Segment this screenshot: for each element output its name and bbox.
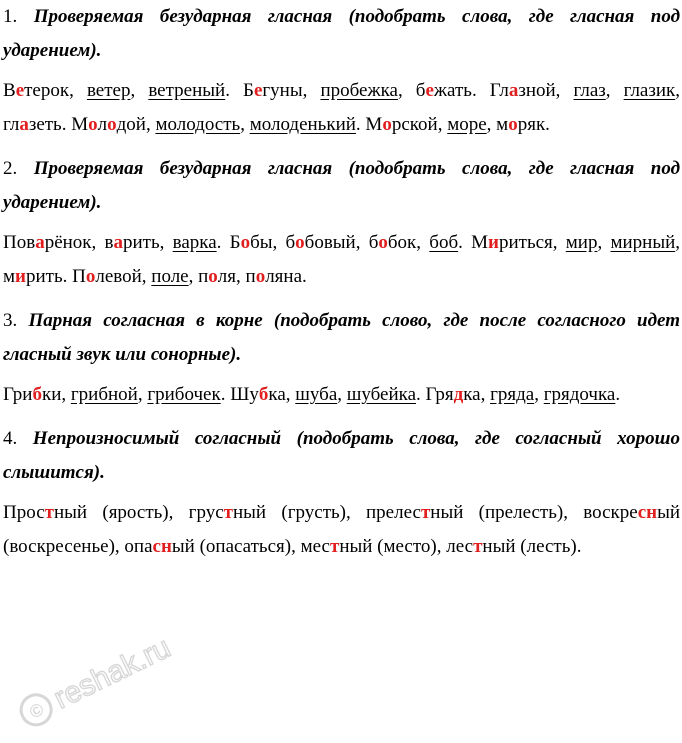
text-fragment: ный (ярость), грус xyxy=(53,502,224,523)
section-1 xyxy=(3,0,680,142)
text-fragment: Пов xyxy=(3,232,36,253)
text-fragment: бок, xyxy=(387,232,430,253)
section-4 xyxy=(3,422,680,564)
highlighted-letter: д xyxy=(453,384,464,405)
highlighted-letter: е xyxy=(253,80,263,101)
document-page xyxy=(3,0,680,574)
text-fragment: , xyxy=(337,384,347,405)
text-fragment: рской, xyxy=(391,114,448,135)
text-fragment: ряк. xyxy=(517,114,550,135)
watermark-circle xyxy=(16,690,56,730)
text-fragment: , xyxy=(534,384,544,405)
text-fragment: , xyxy=(130,80,149,101)
text-fragment: ный (прелесть), воскре xyxy=(430,502,638,523)
highlighted-letter: о xyxy=(378,232,388,253)
text-fragment: В xyxy=(3,80,16,101)
text-fragment: гуны, xyxy=(262,80,321,101)
text-fragment: л xyxy=(97,114,108,135)
text-fragment: зеть. М xyxy=(28,114,89,135)
highlighted-letter: о xyxy=(295,232,305,253)
check-word: море xyxy=(447,114,487,135)
check-word: поле xyxy=(151,266,189,287)
text-fragment: ный (лесть). xyxy=(482,536,582,557)
text-fragment: . xyxy=(615,384,621,405)
watermark-text: reshak.ru xyxy=(48,630,176,716)
highlighted-letter: а xyxy=(113,232,123,253)
highlighted-letter: о xyxy=(88,114,98,135)
text-fragment: ки, xyxy=(41,384,71,405)
highlighted-letter: т xyxy=(44,502,54,523)
section-heading xyxy=(3,304,680,372)
highlighted-letter: т xyxy=(329,536,340,557)
check-word: гряда xyxy=(490,384,535,405)
section-number: 2. xyxy=(3,158,18,179)
check-word: пробежка xyxy=(320,80,398,101)
highlighted-letter: е xyxy=(15,80,25,101)
text-fragment: . М xyxy=(458,232,489,253)
check-word: мир xyxy=(565,232,598,253)
highlighted-letter: о xyxy=(382,114,392,135)
highlighted-letter: е xyxy=(425,80,434,101)
check-word: варка xyxy=(172,232,217,253)
section-2 xyxy=(3,152,680,294)
text-fragment: терок, xyxy=(24,80,87,101)
check-word: грядочка xyxy=(543,384,616,405)
text-fragment: . М xyxy=(355,114,383,135)
check-word: молодость xyxy=(155,114,241,135)
text-fragment: ка, xyxy=(463,384,491,405)
check-word: ветреный xyxy=(148,80,226,101)
highlighted-letter: о xyxy=(508,114,518,135)
check-word: глазик xyxy=(623,80,676,101)
text-fragment: , xyxy=(597,232,611,253)
highlighted-letter: а xyxy=(19,114,29,135)
check-word: шуба xyxy=(295,384,338,405)
check-word: ветер xyxy=(86,80,131,101)
text-fragment: бовый, б xyxy=(304,232,379,253)
section-paragraph xyxy=(3,378,680,412)
section-heading xyxy=(3,152,680,220)
highlighted-letter: о xyxy=(208,266,218,287)
text-fragment: , гл xyxy=(3,80,681,135)
section-heading xyxy=(3,0,680,68)
section-title: Парная согласная в корне (подобрать слово, где после согласного идет гласный звук или сонорные). xyxy=(3,310,680,365)
text-fragment: рить. П xyxy=(25,266,86,287)
check-word: молоденький xyxy=(249,114,356,135)
check-word: мирный xyxy=(610,232,676,253)
highlighted-letter: т xyxy=(473,536,483,557)
section-number: 1. xyxy=(3,6,18,27)
highlighted-letter: о xyxy=(85,266,96,287)
highlighted-letter: сн xyxy=(152,536,172,557)
text-fragment: ляна. xyxy=(265,266,307,287)
highlighted-letter: о xyxy=(107,114,117,135)
text-fragment: рёнок, в xyxy=(44,232,114,253)
section-number: 4. xyxy=(3,428,18,449)
section-paragraph xyxy=(3,74,680,142)
highlighted-letter: о xyxy=(240,232,251,253)
highlighted-letter: б xyxy=(258,384,269,405)
text-fragment: , б xyxy=(397,80,426,101)
text-fragment: , м xyxy=(486,114,509,135)
check-word: грибочек xyxy=(147,384,221,405)
section-title: Проверяемая безударная гласная (подобрать слова, где гласная под ударением). xyxy=(3,6,681,61)
text-fragment: , м xyxy=(3,232,680,287)
check-word: глаз xyxy=(573,80,606,101)
section-title: Непроизносимый согласный (подобрать слова, где согласный хорошо слышится). xyxy=(3,428,681,483)
text-fragment: , п xyxy=(188,266,209,287)
text-fragment: . Шу xyxy=(220,384,259,405)
highlighted-letter: б xyxy=(32,384,42,405)
highlighted-letter: и xyxy=(15,266,26,287)
text-fragment: . Б xyxy=(216,232,241,253)
text-fragment: , xyxy=(240,114,250,135)
text-fragment: риться, xyxy=(498,232,566,253)
text-fragment: ный (место), лес xyxy=(339,536,474,557)
highlighted-letter: и xyxy=(488,232,499,253)
section-paragraph xyxy=(3,496,680,564)
text-fragment: Гри xyxy=(3,384,33,405)
highlighted-letter: т xyxy=(223,502,233,523)
highlighted-letter: о xyxy=(255,266,266,287)
text-fragment: зной, xyxy=(518,80,574,101)
text-fragment: дой, xyxy=(116,114,156,135)
text-fragment: , xyxy=(137,384,148,405)
section-paragraph xyxy=(3,226,680,294)
highlighted-letter: т xyxy=(420,502,431,523)
text-fragment: рить, xyxy=(123,232,173,253)
text-fragment: ля, п xyxy=(217,266,256,287)
check-word: шубейка xyxy=(346,384,417,405)
section-heading xyxy=(3,422,680,490)
text-fragment: Прос xyxy=(3,502,45,523)
text-fragment: . Б xyxy=(225,80,254,101)
text-fragment: ый (опасаться), мес xyxy=(171,536,330,557)
highlighted-letter: сн xyxy=(637,502,658,523)
section-number: 3. xyxy=(3,310,18,331)
text-fragment: жать. Гл xyxy=(433,80,509,101)
text-fragment: ый (воскресенье), опа xyxy=(3,502,681,557)
watermark-letter: © xyxy=(26,698,47,723)
highlighted-letter: а xyxy=(35,232,45,253)
watermark-logo xyxy=(0,600,200,743)
check-word: грибной xyxy=(70,384,138,405)
text-fragment: ный (грусть), прелес xyxy=(233,502,421,523)
text-fragment: , xyxy=(605,80,624,101)
text-fragment: ка, xyxy=(268,384,296,405)
text-fragment: левой, xyxy=(95,266,152,287)
check-word: боб xyxy=(429,232,459,253)
section-3 xyxy=(3,304,680,412)
highlighted-letter: а xyxy=(508,80,519,101)
text-fragment: . Гря xyxy=(416,384,454,405)
text-fragment: бы, б xyxy=(250,232,296,253)
section-title: Проверяемая безударная гласная (подобрать слова, где гласная под ударением). xyxy=(3,158,681,213)
